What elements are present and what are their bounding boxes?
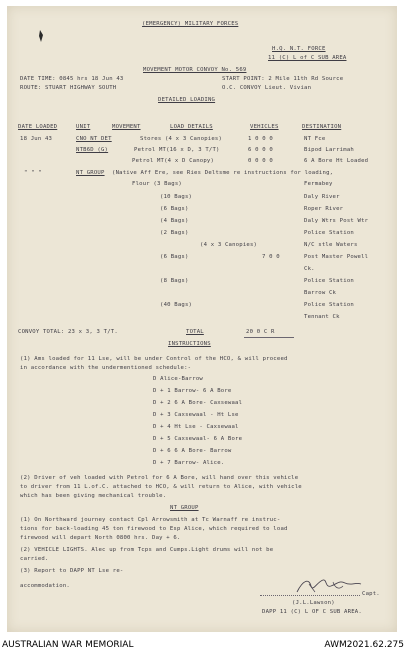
schedule-item: D + 2 6 A Bore- Caxsewaal: [153, 400, 243, 406]
row-details: Petrol MT(16 x D, 3 T/T): [134, 147, 220, 153]
row-vehicles: 0 0 0 0: [248, 158, 273, 164]
convoy-total: CONVOY TOTAL: 23 x 3, 3 T/T.: [18, 329, 118, 335]
row-destination: Ck.: [304, 266, 315, 272]
route: ROUTE: STUART HIGHWAY SOUTH: [20, 85, 117, 91]
row-date: " " ": [24, 170, 42, 176]
convoy-title: MOVEMENT MOTOR CONVOY No. 569: [143, 67, 247, 73]
instruction-line: tions for back-loading 45 ton firewood to Esp Alice, which required to load: [20, 526, 288, 532]
instruction-line: in accordance with the undermentioned schedule:-: [20, 365, 192, 371]
row-destination: NT Fce: [304, 136, 326, 142]
column-header: UNIT: [76, 124, 91, 130]
row-details: (6 Bags): [160, 254, 189, 260]
row-destination: Fermabey: [304, 181, 333, 187]
row-unit: CNO NT DET: [76, 136, 112, 142]
instruction-line: firewood will depart North 0800 hrs. Day + 6.: [20, 535, 181, 541]
instruction-line: (2) VEHICLE LIGHTS. Alec up from Tcps and Cumps.Light drums will not be: [20, 547, 274, 553]
row-date: 18 Jun 43: [20, 136, 53, 142]
punch-hole-mark: [37, 30, 46, 43]
row-details: (6 Bags): [160, 206, 189, 212]
instruction-line: (3) Report to DAPP NT Lse re-: [20, 568, 124, 574]
instruction-line: which has been giving mechanical trouble.: [20, 493, 167, 499]
total-values: 20 0 C R: [246, 329, 275, 335]
signature-name: (J.L.Lawson): [292, 600, 335, 606]
unit-line-1: H.Q. N.T. FORCE: [272, 46, 326, 52]
unit-line-2: 11 (C) L of C SUB AREA: [268, 55, 347, 61]
row-details: Stores (4 x 3 Canopies): [140, 136, 223, 142]
row-unit: NTB6D (G): [76, 147, 109, 153]
start-point: START POINT: 2 Mile 11th Rd Source: [222, 76, 344, 82]
row-destination: N/C stle Waters: [304, 242, 358, 248]
column-header: MOVEMENT: [112, 124, 141, 130]
footer-catalog-id: AWM2021.62.275: [324, 640, 404, 650]
schedule-item: D + 5 Caxsewaal- 6 A Bore: [153, 436, 243, 442]
row-details: (2 Bags): [160, 230, 189, 236]
instruction-line: carried.: [20, 556, 49, 562]
row-destination: Police Station: [304, 278, 354, 284]
schedule-item: D + 1 Barrow- 6 A Bore: [153, 388, 232, 394]
row-destination: Tennant Ck: [304, 314, 340, 320]
schedule-item: D Alice-Barrow: [153, 376, 203, 382]
schedule-item: D + 3 Caxsewaal - Ht Lse: [153, 412, 239, 418]
oc-convoy: O.C. CONVOY Lieut. Vivian: [222, 85, 312, 91]
total-rule: [244, 337, 294, 338]
instruction-line: accommodation.: [20, 583, 70, 589]
row-vehicles: 1 0 0 0: [248, 136, 273, 142]
footer-institution: AUSTRALIAN WAR MEMORIAL: [2, 640, 134, 650]
instruction-line: (2) Driver of veh loaded with Petrol for 6 A Bore, will hand over this vehicle: [20, 475, 299, 481]
instruction-line: (1) On Northward journey contact Cpl Arrowsmith at Tc Warnaff re instruc-: [20, 517, 281, 523]
classification-heading: (EMERGENCY) MILITARY FORCES: [142, 21, 239, 27]
row-destination: Daly River: [304, 194, 340, 200]
row-details: Flour (3 Bags): [132, 181, 182, 187]
schedule-item: D + 4 Ht Lse - Caxsewaal: [153, 424, 239, 430]
row-details: (10 Bags): [160, 194, 193, 200]
schedule-item: D + 6 6 A Bore- Barrow: [153, 448, 232, 454]
row-vehicles: 6 0 0 0: [248, 147, 273, 153]
row-details: (4 Bags): [160, 218, 189, 224]
row-destination: Post Master Powell: [304, 254, 369, 260]
column-header: DESTINATION: [302, 124, 342, 130]
instruction-line: (1) Ams loaded for 11 Lse, will be under Control of the HCO, & will proceed: [20, 356, 288, 362]
row-destination: Bipod Larrimah: [304, 147, 354, 153]
row-destination: Barrow Ck: [304, 290, 337, 296]
column-header: VEHICLES: [250, 124, 279, 130]
row-details: (Native Aff Ere, see Ries Deltsme re instructions for loading,: [112, 170, 334, 176]
row-destination: Police Station: [304, 302, 354, 308]
row-details: (4 x 3 Canopies): [200, 242, 258, 248]
instructions-title: INSTRUCTIONS: [168, 341, 211, 347]
schedule-item: D + 7 Barrow- Alice.: [153, 460, 225, 466]
loading-title: DETAILED LOADING: [158, 97, 216, 103]
signature-rank: Capt.: [362, 591, 380, 597]
row-destination: Police Station: [304, 230, 354, 236]
total-label: TOTAL: [186, 329, 204, 335]
column-header: DATE LOADED: [18, 124, 58, 130]
row-destination: Roper River: [304, 206, 344, 212]
signature-line: [260, 595, 360, 596]
column-header: LOAD DETAILS: [170, 124, 213, 130]
row-details: (8 Bags): [160, 278, 189, 284]
row-destination: Daly Wtrs Post Wtr: [304, 218, 369, 224]
row-details: Petrol MT(4 x D Canopy): [132, 158, 215, 164]
row-details: (40 Bags): [160, 302, 193, 308]
date-time: DATE TIME: 0845 hrs 18 Jun 43: [20, 76, 124, 82]
row-vehicles: 7 0 0: [262, 254, 280, 260]
signature-role: DAPP 11 (C) L OF C SUB AREA.: [262, 609, 362, 615]
row-unit: NT GROUP: [76, 170, 105, 176]
nt-group-title: NT GROUP: [170, 505, 199, 511]
row-destination: 6 A Bore Ht Loaded: [304, 158, 369, 164]
instruction-line: to driver from 11 L.of.C. attached to HCO, & will return to Alice, with vehicle: [20, 484, 302, 490]
